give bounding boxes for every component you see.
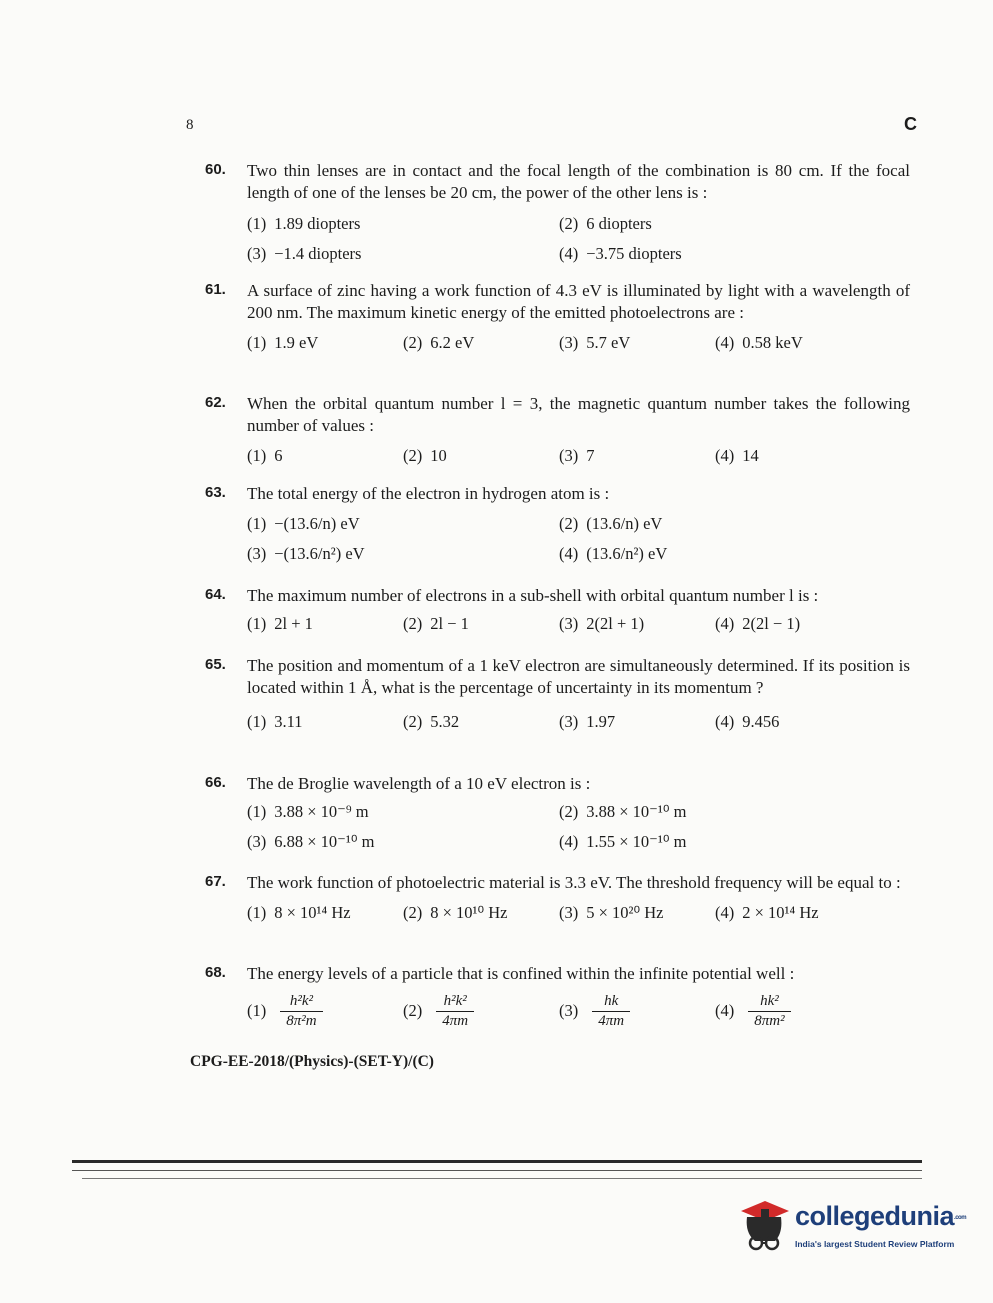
question-number: 67.	[205, 873, 226, 890]
option-2: (2) 6 diopters	[559, 214, 652, 233]
question-number: 65.	[205, 656, 226, 673]
question-text: The maximum number of electrons in a sub-shell with orbital quantum number l is :	[247, 586, 819, 605]
option-3: (3) 6.88 × 10⁻¹⁰ m	[247, 832, 375, 851]
page-number: 8	[186, 117, 194, 133]
question-number: 62.	[205, 394, 226, 411]
option-2: (2) 10	[403, 446, 447, 465]
option-4: (4) 2(2l − 1)	[715, 614, 801, 633]
option-1: (1) 2l + 1	[247, 614, 313, 633]
graduate-mascot-icon	[735, 1195, 793, 1257]
option-3: (3) 5 × 10²⁰ Hz	[559, 903, 664, 922]
question-61	[205, 280, 910, 358]
question-number: 63.	[205, 484, 226, 501]
question-66	[205, 773, 910, 857]
logo-tagline: India's largest Student Review Platform	[795, 1239, 955, 1249]
question-text: The position and momentum of a 1 keV electron are simultaneously determined. If its position is located within 1 Å, what is the percentage of uncertainty in its momentum ?	[247, 656, 910, 697]
option-2: (2) 2l − 1	[403, 614, 469, 633]
question-63	[205, 483, 910, 569]
option-4: (4) 0.58 keV	[715, 333, 803, 352]
question-65	[205, 655, 910, 737]
option-1: (1) −(13.6/n) eV	[247, 514, 360, 533]
option-3: (3) 1.97	[559, 712, 616, 731]
option-3: (3) 5.7 eV	[559, 333, 631, 352]
question-text: When the orbital quantum number l = 3, the magnetic quantum number takes the following number of values :	[247, 394, 910, 435]
collegedunia-logo	[735, 1195, 965, 1260]
option-4: (4) −3.75 diopters	[559, 244, 682, 263]
option-3: (3) −1.4 diopters	[247, 244, 362, 263]
option-3: (3) 7	[559, 446, 595, 465]
option-1: (1) 3.88 × 10⁻⁹ m	[247, 802, 369, 821]
option-4: (4) 9.456	[715, 712, 780, 731]
option-3: (3) $\frac{hk}{4\pi m}$	[559, 989, 715, 1033]
option-1: (1) 1.89 diopters	[247, 214, 361, 233]
option-1: (1) 1.9 eV	[247, 333, 319, 352]
option-2: (2) 5.32	[403, 712, 460, 731]
option-4: (4) 1.55 × 10⁻¹⁰ m	[559, 832, 687, 851]
set-mark: C	[904, 114, 917, 134]
option-4: (4) 2 × 10¹⁴ Hz	[715, 903, 819, 922]
question-text: A surface of zinc having a work function of 4.3 eV is illuminated by light with a wavelength of 200 nm. The maximum kinetic energy of the emitted photoelectrons are :	[247, 281, 910, 322]
option-2: (2) 6.2 eV	[403, 333, 475, 352]
option-2: (2) $\frac{\text{h²k²}}{4\pi m}$	[403, 989, 559, 1033]
option-2: (2) 8 × 10¹⁰ Hz	[403, 903, 508, 922]
question-text: Two thin lenses are in contact and the focal length of the combination is 80 cm. If the focal length of one of the lenses be 20 cm, the power of the other lens is :	[247, 161, 910, 202]
question-number: 64.	[205, 586, 226, 603]
question-text: The work function of photoelectric material is 3.3 eV. The threshold frequency will be equal to :	[247, 873, 901, 892]
option-3: (3) 2(2l + 1)	[559, 614, 645, 633]
option-4: (4) (13.6/n²) eV	[559, 544, 668, 563]
option-1: (1) 3.11	[247, 712, 303, 731]
divider	[82, 1178, 922, 1179]
option-4: (4) 14	[715, 446, 759, 465]
divider	[72, 1170, 922, 1171]
option-3: (3) −(13.6/n²) eV	[247, 544, 365, 563]
logo-wordmark: collegedunia.com	[795, 1201, 967, 1231]
divider	[72, 1160, 922, 1163]
question-number: 61.	[205, 281, 226, 298]
paper-code: CPG-EE-2018/(Physics)-(SET-Y)/(C)	[190, 1053, 434, 1070]
question-number: 66.	[205, 774, 226, 791]
question-64	[205, 585, 910, 639]
question-60	[205, 160, 910, 269]
question-text: The de Broglie wavelength of a 10 eV electron is :	[247, 774, 591, 793]
question-number: 68.	[205, 964, 226, 981]
option-2: (2) 3.88 × 10⁻¹⁰ m	[559, 802, 687, 821]
option-1: (1) 6	[247, 446, 283, 465]
option-1: (1) 8 × 10¹⁴ Hz	[247, 903, 351, 922]
question-number: 60.	[205, 161, 226, 178]
question-68	[205, 963, 910, 1033]
option-1: (1) $\frac{\text{h²k²}}{\text{8π²m}}$	[247, 989, 403, 1033]
question-67	[205, 872, 910, 928]
option-4: (4) $\frac{\text{hk²}}{\text{8πm²}}$	[715, 989, 871, 1033]
option-2: (2) (13.6/n) eV	[559, 514, 663, 533]
question-62	[205, 393, 910, 471]
question-text: The total energy of the electron in hydrogen atom is :	[247, 484, 610, 503]
question-text: The energy levels of a particle that is confined within the infinite potential well :	[247, 964, 795, 983]
